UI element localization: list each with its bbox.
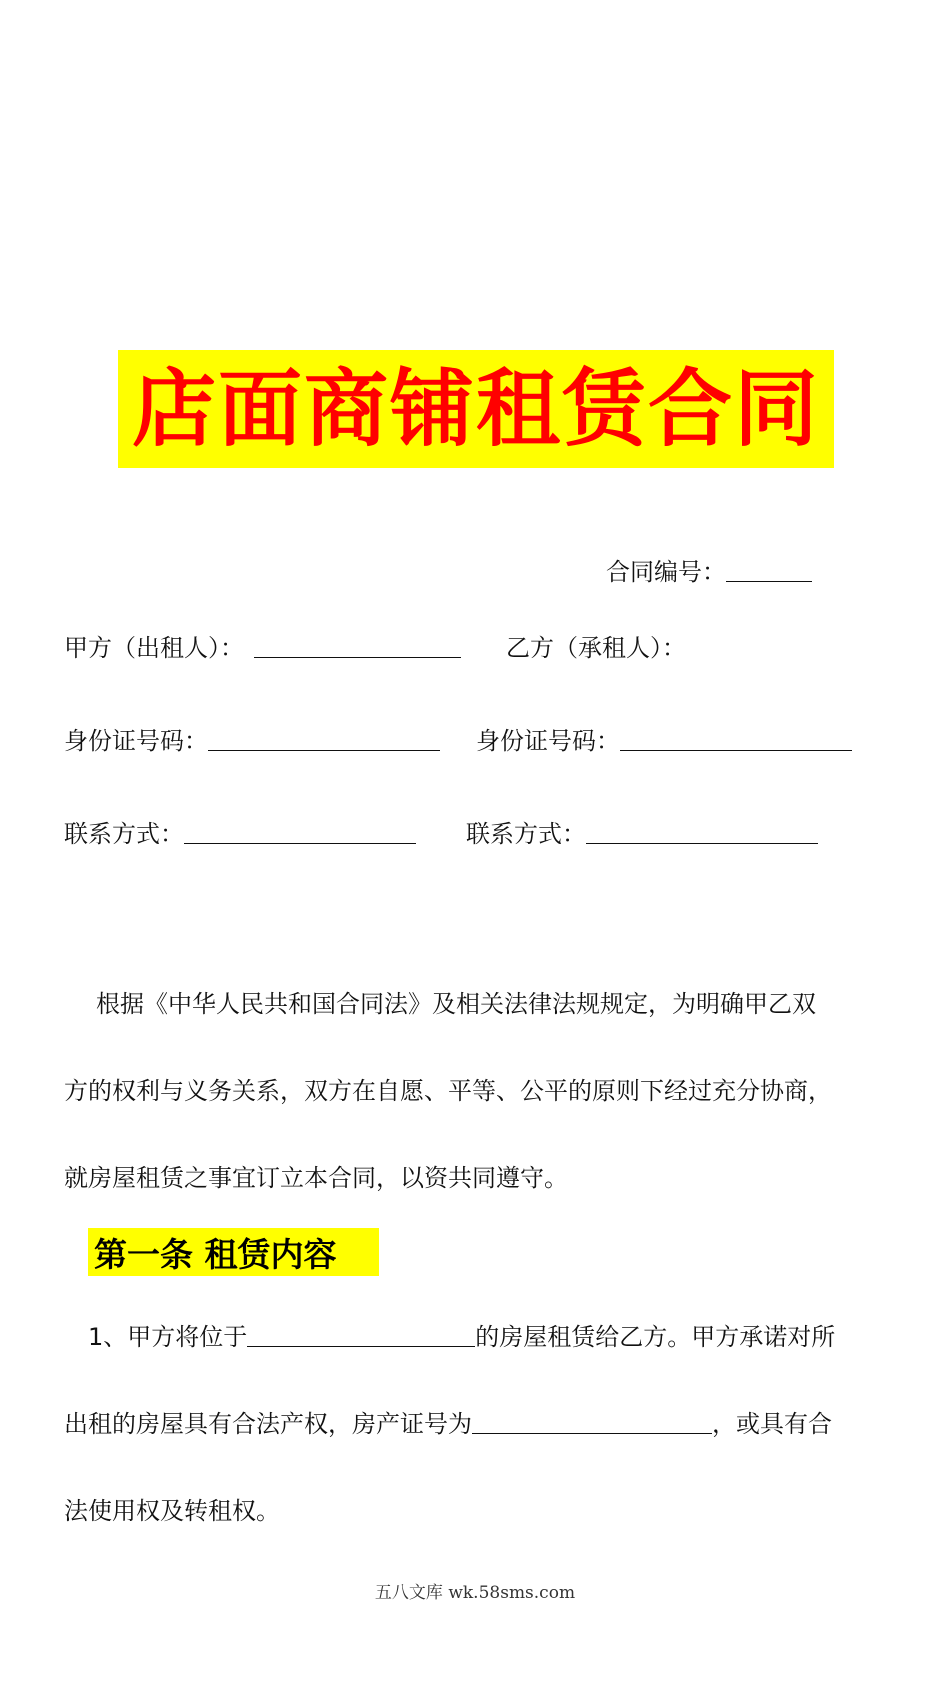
contract-number-row — [606, 557, 812, 587]
contact-b-blank[interactable] — [586, 821, 818, 844]
contact-a-label: 联系方式： — [64, 820, 184, 848]
contact-b-row — [466, 819, 818, 849]
id-b-blank[interactable] — [620, 728, 852, 751]
section-1-item-1-line-3: 法使用权及转租权。 — [64, 1497, 280, 1525]
intro-line-2: 方的权利与义务关系，双方在自愿、平等、公平的原则下经过充分协商， — [64, 1077, 832, 1105]
item-1-line-2-text-b: ，或具有合 — [712, 1410, 832, 1438]
contract-number-label: 合同编号： — [606, 558, 726, 586]
contact-a-blank[interactable] — [184, 821, 416, 844]
party-a-row — [64, 633, 461, 663]
id-b-label: 身份证号码： — [476, 727, 620, 755]
footer-source: 五八文库 wk.58sms.com — [374, 1583, 576, 1603]
intro-line-3: 就房屋租赁之事宜订立本合同，以资共同遵守。 — [64, 1164, 568, 1192]
item-1-text-a: 1、甲方将位于 — [88, 1323, 248, 1351]
title-highlight — [118, 350, 834, 468]
section-1-item-1-line-2 — [64, 1409, 832, 1439]
contact-b-label: 联系方式： — [466, 820, 586, 848]
section-1-heading: 第一条 租赁内容 — [94, 1234, 337, 1274]
item-1-text-b: 的房屋租赁给乙方。甲方承诺对所 — [475, 1323, 836, 1351]
id-b-row — [476, 726, 852, 756]
property-location-blank[interactable] — [247, 1324, 475, 1347]
section-1-heading-highlight — [88, 1228, 379, 1276]
section-1-item-1-line-1 — [88, 1322, 835, 1352]
party-b-row — [506, 633, 686, 663]
intro-line-1: 根据《中华人民共和国合同法》及相关法律法规规定，为明确甲乙双 — [96, 990, 816, 1018]
party-b-label: 乙方（承租人）： — [506, 634, 686, 662]
id-a-blank[interactable] — [208, 728, 440, 751]
property-certificate-blank[interactable] — [472, 1411, 712, 1434]
contact-a-row — [64, 819, 416, 849]
party-a-label: 甲方（出租人）： — [64, 634, 244, 662]
id-a-label: 身份证号码： — [64, 727, 208, 755]
party-a-blank[interactable] — [254, 635, 461, 658]
id-a-row — [64, 726, 440, 756]
item-1-line-2-text-a: 出租的房屋具有合法产权，房产证号为 — [64, 1410, 472, 1438]
document-title: 店面商铺租赁合同 — [131, 360, 820, 458]
contract-number-blank[interactable] — [726, 559, 812, 582]
